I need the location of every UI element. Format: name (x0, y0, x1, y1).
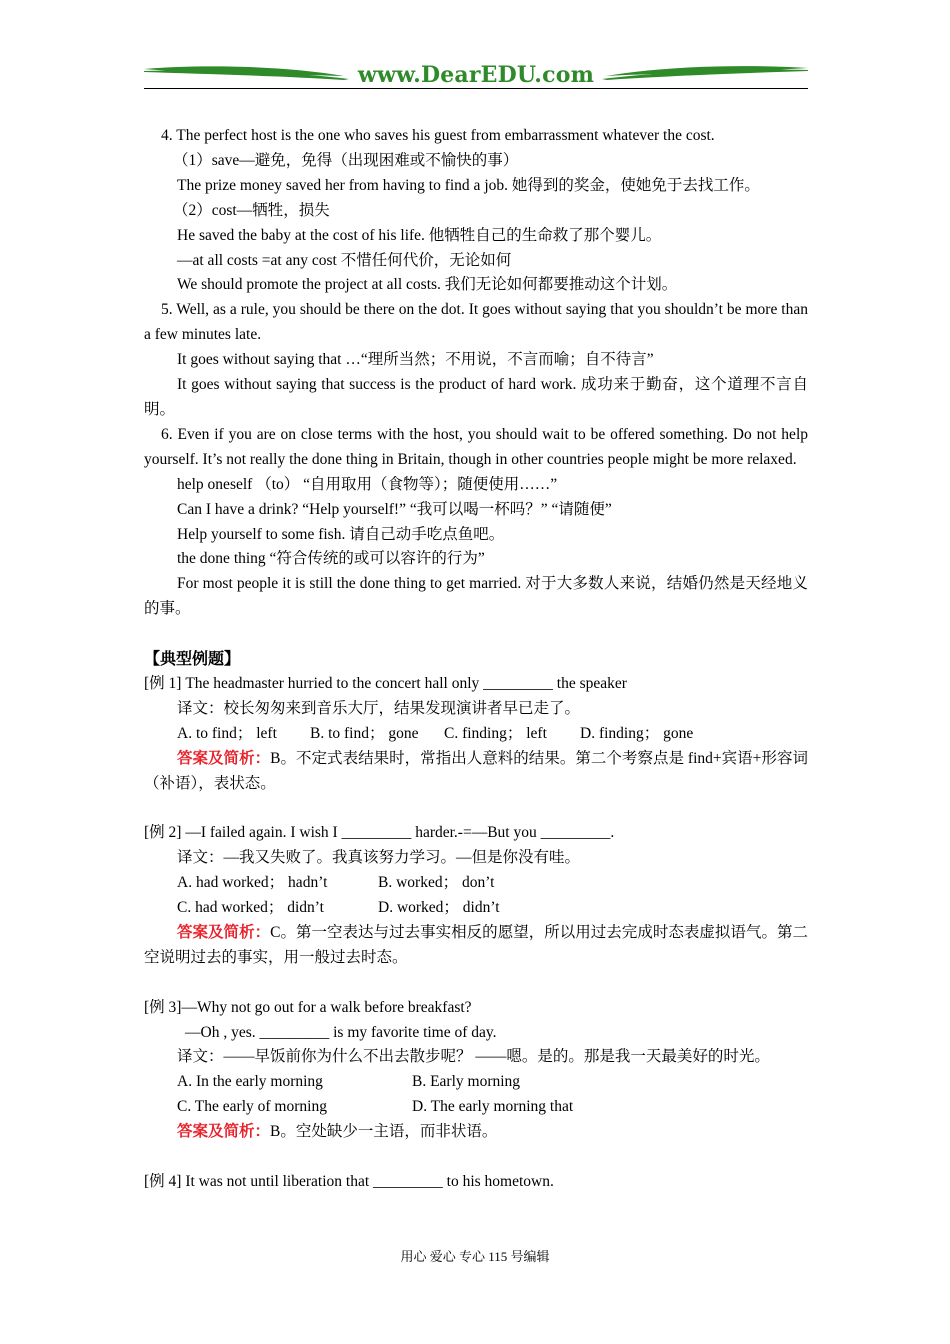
item-6-example-3: For most people it is still the done thing to get married. 对于大多数人来说，结婚仍然是天经地义的事。 (144, 575, 808, 618)
item-4-example-2: He saved the baby at the cost of his life. 他牺牲自己的生命救了那个婴儿。 (177, 226, 662, 244)
item-4-example-1: The prize money saved her from having to find a job. 她得到的奖金，使她免于去找工作。 (177, 176, 760, 194)
example-1-question: [例 1] The headmaster hurried to the concert hall only _________ the speaker (144, 674, 627, 692)
header-rule (144, 88, 808, 89)
example-4-question: [例 4] It was not until liberation that _________ to his hometown. (144, 1173, 554, 1190)
example-3-options-row-2 (144, 1095, 808, 1120)
item-6-example-2: Help yourself to some fish. 请自己动手吃点鱼吧。 (177, 525, 505, 543)
example-2-options-row-2 (144, 896, 808, 921)
document-body (144, 124, 808, 1195)
example-2-answer-text: C。第一空表达与过去事实相反的愿望，所以用过去完成时态表虚拟语气。第二空说明过去的事实，用一般过去时态。 (144, 923, 808, 966)
example-2-option-a: A. had worked； hadn’t (177, 874, 328, 892)
example-3-options-row-1 (144, 1070, 808, 1095)
example-2-answer-label: 答案及简析： (177, 923, 271, 941)
item-5: 5. Well, as a rule, you should be there on the dot. It goes without saying that you shouldn’t be more than a few minutes late. (144, 301, 808, 344)
example-1-options (144, 722, 808, 747)
example-3-answer-text: B。空处缺少一主语，而非状语。 (270, 1123, 498, 1141)
example-3-answer (144, 1120, 808, 1145)
example-1-option-b: B. to find； gone (310, 724, 419, 742)
site-logo-text: www.DearEDU.com (357, 62, 595, 88)
example-2-options-row-1 (144, 871, 808, 896)
example-2-option-b: B. worked； don’t (378, 874, 495, 892)
example-3-option-a: A. In the early morning (177, 1073, 323, 1091)
example-2-question: [例 2] —I failed again. I wish I _________ harder.-=—But you _________. (144, 824, 615, 842)
example-3-question: [例 3]—Why not go out for a walk before breakfast? (144, 998, 472, 1016)
item-4-phrase: —at all costs =at any cost 不惜任何代价，无论如何 (177, 251, 512, 269)
example-3-translation: 译文：——早饭前你为什么不出去散步呢？ ——嗯。是的。那是我一天最美好的时光。 (177, 1048, 770, 1066)
item-6-phrase-1: help oneself （to） “自用取用（食物等）；随便使用……” (177, 475, 558, 493)
item-6-example-1: Can I have a drink? “Help yourself!” “我可以喝一杯吗？” “请随便” (177, 500, 612, 518)
page-footer: 用心 爱心 专心 115 号编辑 (400, 1249, 550, 1264)
example-3-option-c: C. The early of morning (177, 1098, 327, 1116)
item-4-example-3: We should promote the project at all costs. 我们无论如何都要推动这个计划。 (177, 276, 678, 294)
example-1-answer-label: 答案及简析： (177, 749, 271, 767)
example-3-option-d: D. The early morning that (412, 1098, 574, 1116)
example-2-option-c: C. had worked； didn’t (177, 899, 324, 917)
example-1-translation: 译文：校长匆匆来到音乐大厅，结果发现演讲者早已走了。 (177, 699, 581, 717)
example-2-option-d: D. worked； didn’t (378, 899, 500, 917)
example-1-option-c: C. finding； left (444, 724, 547, 742)
example-1-answer (144, 747, 808, 797)
example-3-question-2: —Oh , yes. _________ is my favorite time of day. (185, 1023, 497, 1041)
item-4-note-1: （1）save—避免，免得（出现困难或不愉快的事） (173, 151, 519, 169)
example-3-answer-label: 答案及简析： (177, 1123, 271, 1141)
example-3-option-b: B. Early morning (412, 1073, 521, 1091)
example-1-option-d: D. finding； gone (580, 724, 694, 742)
example-2-answer (144, 921, 808, 971)
item-5-phrase: It goes without saying that …“理所当然；不用说，不言而喻；自不待言” (177, 351, 654, 369)
section-heading: 【典型例题】 (144, 649, 241, 669)
item-4-note-2: （2）cost—牺牲，损失 (173, 201, 330, 219)
example-1-answer-text: B。不定式表结果时，常指出人意料的结果。第二个考察点是 find+宾语+形容词（补语），表状态。 (144, 749, 808, 792)
example-1-option-a: A. to find； left (177, 724, 277, 742)
example-2-translation: 译文：—我又失败了。我真该努力学习。—但是你没有哇。 (177, 849, 581, 867)
item-4: 4. The perfect host is the one who saves his guest from embarrassment whatever the cost. (161, 127, 715, 144)
item-6-phrase-2: the done thing “符合传统的或可以容许的行为” (177, 550, 485, 568)
item-5-example: It goes without saying that success is the product of hard work. 成功来于勤奋，这个道理不言自明。 (144, 376, 808, 418)
item-6: 6. Even if you are on close terms with the host, you should wait to be offered something. Do not help yourself. It’s not really the done thing in Britain, though in other countries people might be more relaxed. (144, 425, 808, 468)
